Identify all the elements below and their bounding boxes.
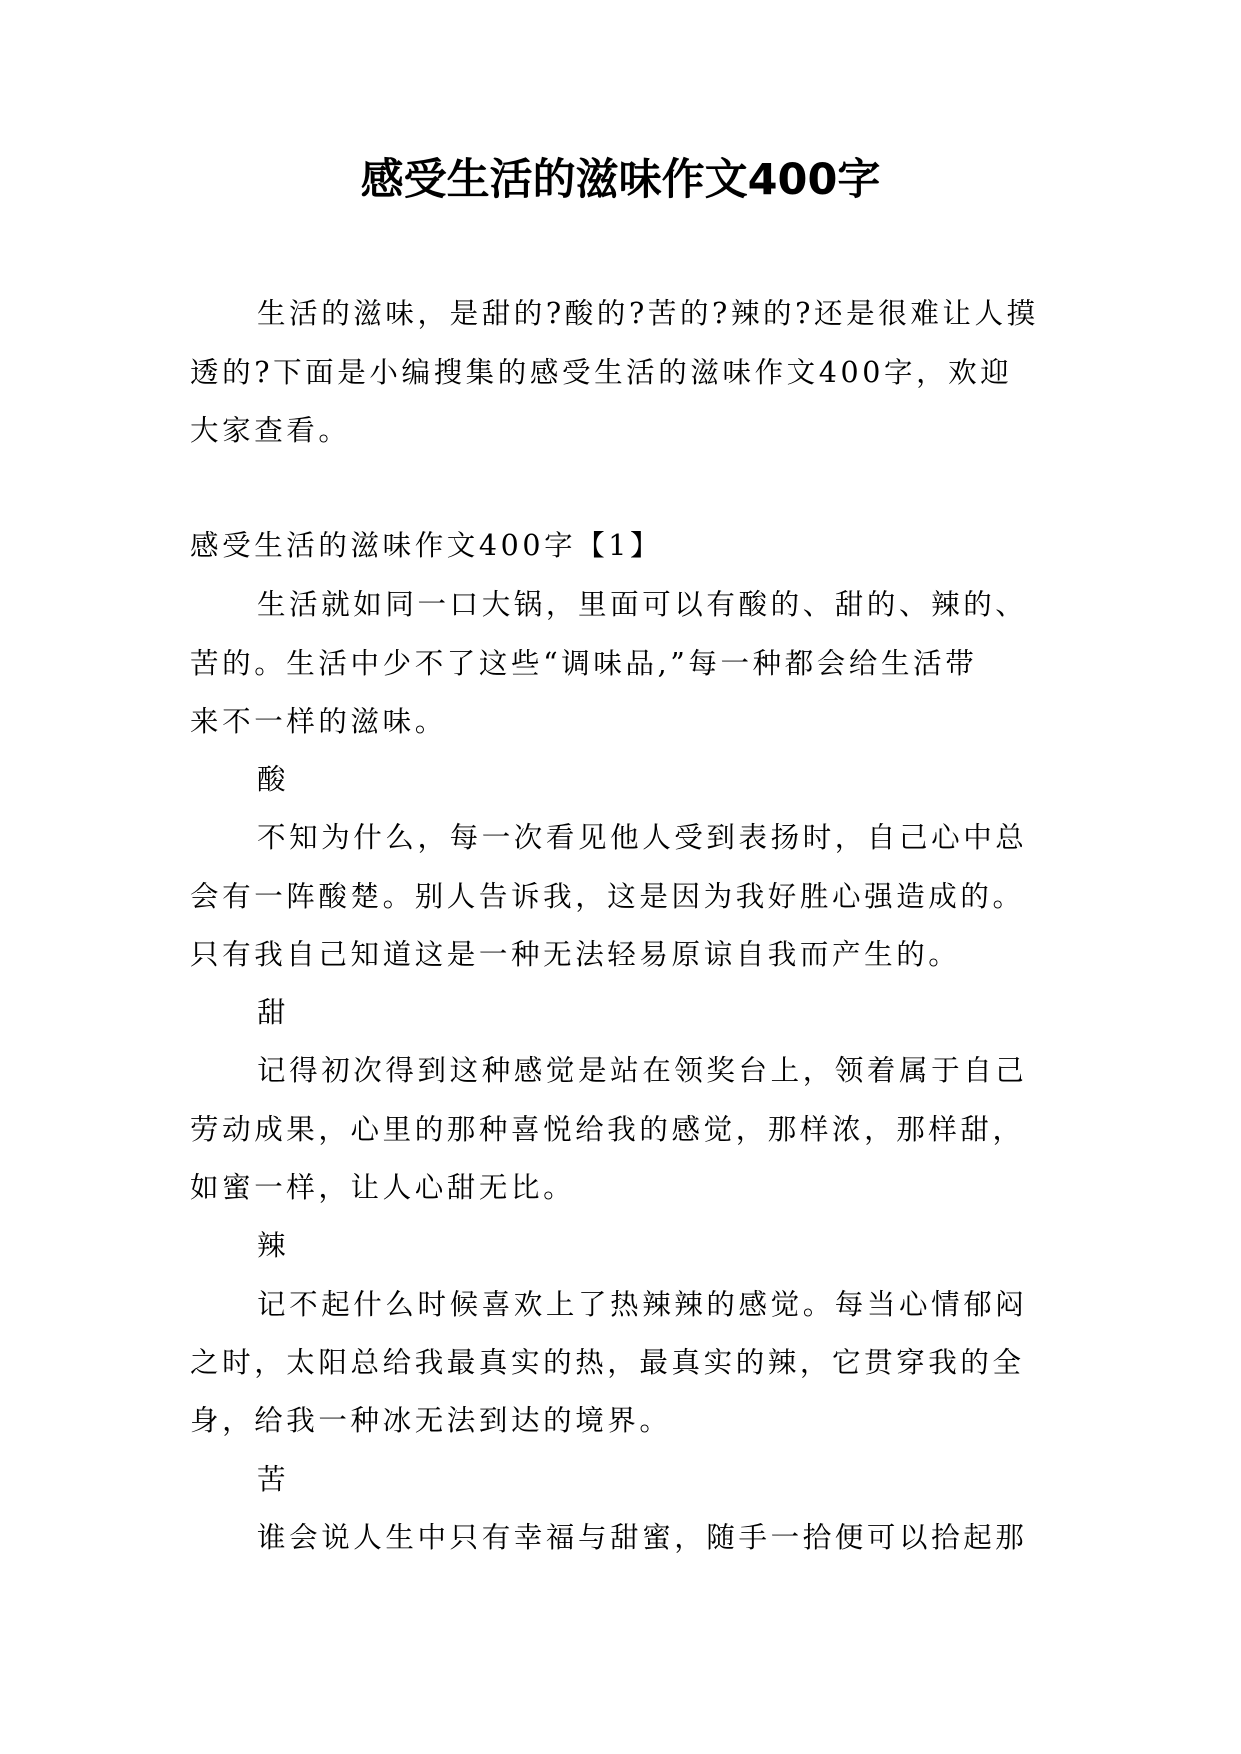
paragraph-1-line-1: 生活就如同一口大锅，里面可以有酸的、甜的、辣的、 [257, 588, 1028, 621]
sour-line-3: 只有我自己知道这是一种无法轻易原谅自我而产生的。 [190, 938, 961, 971]
section-heading: 感受生活的滋味作文400字【1】 [190, 529, 663, 562]
sweet-line-1: 记得初次得到这种感觉是站在领奖台上，领着属于自己 [257, 1054, 1028, 1087]
paragraph-1-line-2: 苦的。生活中少不了这些“调味品,”每一种都会给生活带 [190, 647, 978, 680]
sweet-line-3: 如蜜一样，让人心甜无比。 [190, 1171, 576, 1204]
spicy-line-1: 记不起什么时候喜欢上了热辣辣的感觉。每当心情郁闷 [257, 1288, 1028, 1321]
subheading-sour: 酸 [257, 763, 290, 796]
bitter-line-1: 谁会说人生中只有幸福与甜蜜，随手一拾便可以拾起那 [257, 1521, 1028, 1554]
spicy-line-3: 身，给我一种冰无法到达的境界。 [190, 1404, 672, 1437]
document-title: 感受生活的滋味作文400字 [360, 155, 881, 205]
subheading-bitter: 苦 [257, 1463, 290, 1496]
paragraph-1-line-3: 来不一样的滋味。 [190, 705, 447, 738]
spicy-line-2: 之时，太阳总给我最真实的热，最真实的辣，它贯穿我的全 [190, 1346, 1025, 1379]
subheading-spicy: 辣 [257, 1229, 290, 1262]
subheading-sweet: 甜 [257, 996, 290, 1029]
sour-line-1: 不知为什么，每一次看见他人受到表扬时，自己心中总 [257, 821, 1028, 854]
sweet-line-2: 劳动成果，心里的那种喜悦给我的感觉，那样浓，那样甜， [190, 1113, 1025, 1146]
intro-line-2: 透的?下面是小编搜集的感受生活的滋味作文400字，欢迎 [190, 356, 1013, 389]
intro-line-3: 大家查看。 [190, 414, 351, 447]
sour-line-2: 会有一阵酸楚。别人告诉我，这是因为我好胜心强造成的。 [190, 880, 1025, 913]
intro-line-1: 生活的滋味，是甜的?酸的?苦的?辣的?还是很难让人摸 [257, 297, 1039, 330]
